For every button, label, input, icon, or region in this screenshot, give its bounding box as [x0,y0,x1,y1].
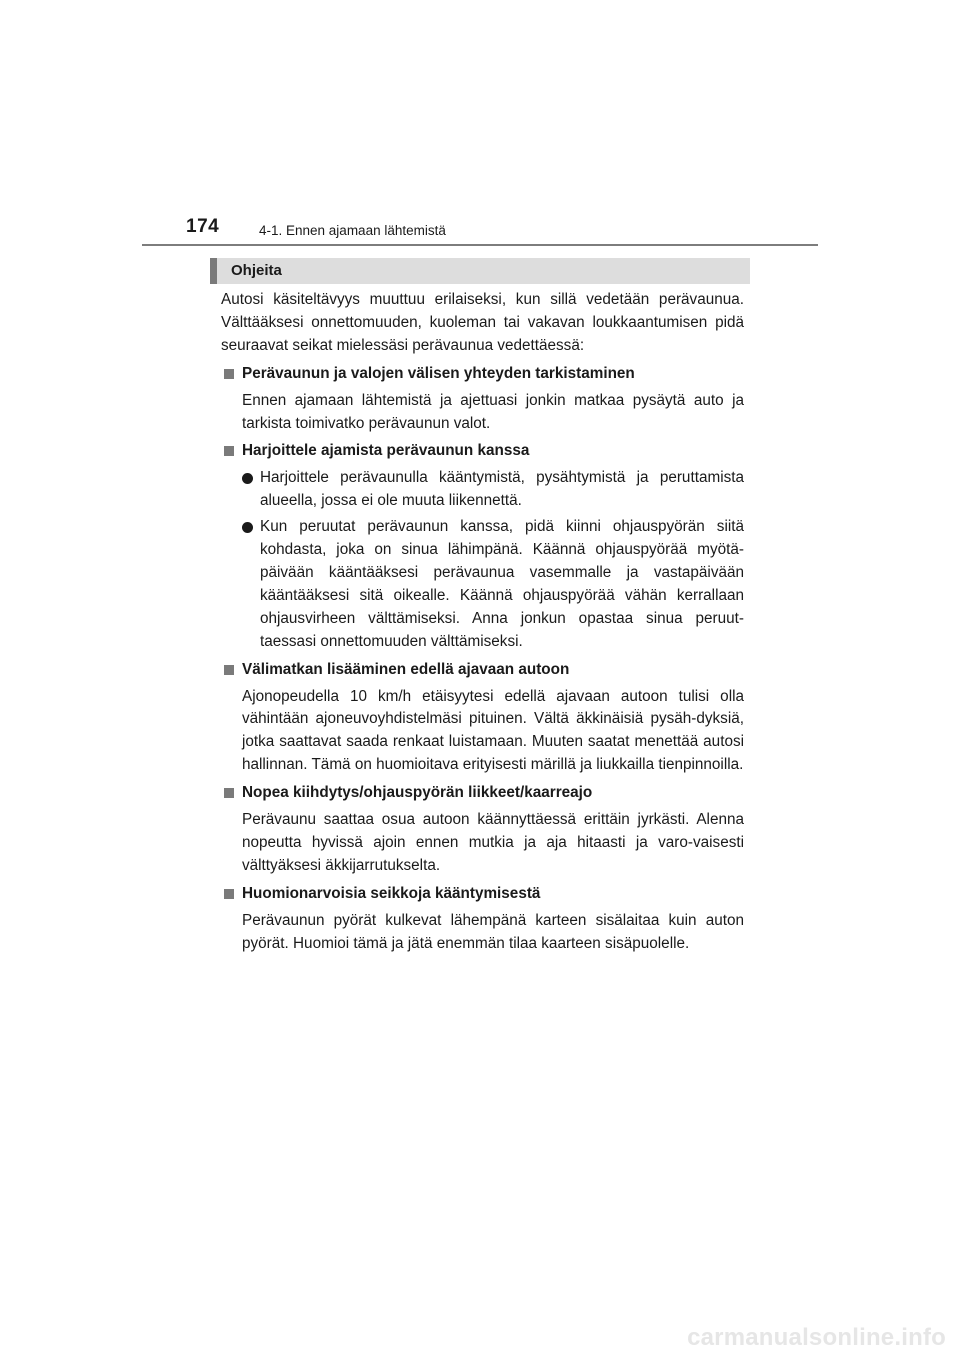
intro-paragraph: Autosi käsiteltävyys muuttuu erilaiseksi, kun sillä vedetään perävaunua. Välttääksesi onnettomuuden, kuoleman tai vakavan loukkaantumisen pidä seuraavat seikat mielessäsi perävaunua vedettäessä: [221,291,744,354]
section-heading-text: Välimatkan lisääminen edellä ajavaan autoon [242,660,570,678]
section-text: Perävaunun pyörät kulkevat lähempänä karteen sisälaitaa kuin auton pyörät. Huomioi tämä ja jätä enemmän tilaa kaarteen sisäpuolelle. [242,911,744,952]
square-bullet-icon [224,446,234,456]
section-heading [221,883,744,906]
section-heading [221,782,744,805]
section-heading [221,659,744,682]
square-bullet-icon [224,788,234,798]
bullet-text: Kun peruutat perävaunun kanssa, pidä kiinni ohjauspyörän siitä kohdasta, joka on sinua lähimpänä. Käännä ohjauspyörää myötä-päivään kääntääksesi perävaunua vasemmalle ja vastapäivään kääntääksesi sitä oikealle. Käännä ohjauspyörää vähän kerrallaan ohjausvirheen välttämiseksi. Anna jonkun opastaa sinua peruut-taessasi onnettomuuden välttämiseksi. [260,518,744,650]
note-header-bar [210,258,750,284]
section-text: Ajonopeudella 10 km/h etäisyytesi edellä ajavaan autoon tulisi olla vähintään ajoneuvoyhdistelmäsi pituinen. Vältä äkkinäisiä pysäh-dyksiä, jotka saattavat saada renkaat luistamaan. Muuten saatat menettää autosi hallinnan. Tämä on huomioitava erityisesti märillä ja liukkailla tienpinnoilla. [242,687,744,774]
section-text: Perävaunu saattaa osua autoon käännyttäessä erittäin jyrkästi. Alenna nopeutta hyvissä ajoin ennen mutkia ja aja hitaasti ja varo-vaisesti välttyäksesi äkkijarrutukselta. [242,811,744,874]
square-bullet-icon [224,369,234,379]
section-heading-text: Harjoittele ajamista perävaunun kanssa [242,442,530,460]
square-bullet-icon [224,889,234,899]
circle-bullet-icon [242,473,253,484]
square-bullet-icon [224,665,234,675]
section-heading-text: Huomionarvoisia seikkoja kääntymisestä [242,884,541,902]
section-text: Ennen ajamaan lähtemistä ja ajettuasi jonkin matkaa pysäytä auto ja tarkista toimivatko perävaunun valot. [242,391,744,432]
bullet-text: Harjoittele perävaunulla kääntymistä, pysähtymistä ja peruttamista alueella, jossa ei ole muuta liikennettä. [260,469,744,510]
section-heading [221,363,744,386]
section-title: 4-1. Ennen ajamaan lähtemistä [259,223,446,238]
header-divider [142,244,818,246]
circle-bullet-icon [242,522,253,533]
watermark: carmanualsonline.info [687,1324,946,1351]
section-heading-text: Nopea kiihdytys/ohjauspyörän liikkeet/kaarreajo [242,784,593,802]
page-number: 174 [186,216,220,237]
section-heading-text: Perävaunun ja valojen välisen yhteyden tarkistaminen [242,364,635,382]
bullet-item [221,516,744,653]
note-content [221,289,744,960]
bullet-item [221,467,744,513]
section-heading [221,440,744,463]
bullet-list [221,467,744,653]
note-label: Ohjeita [231,262,282,279]
